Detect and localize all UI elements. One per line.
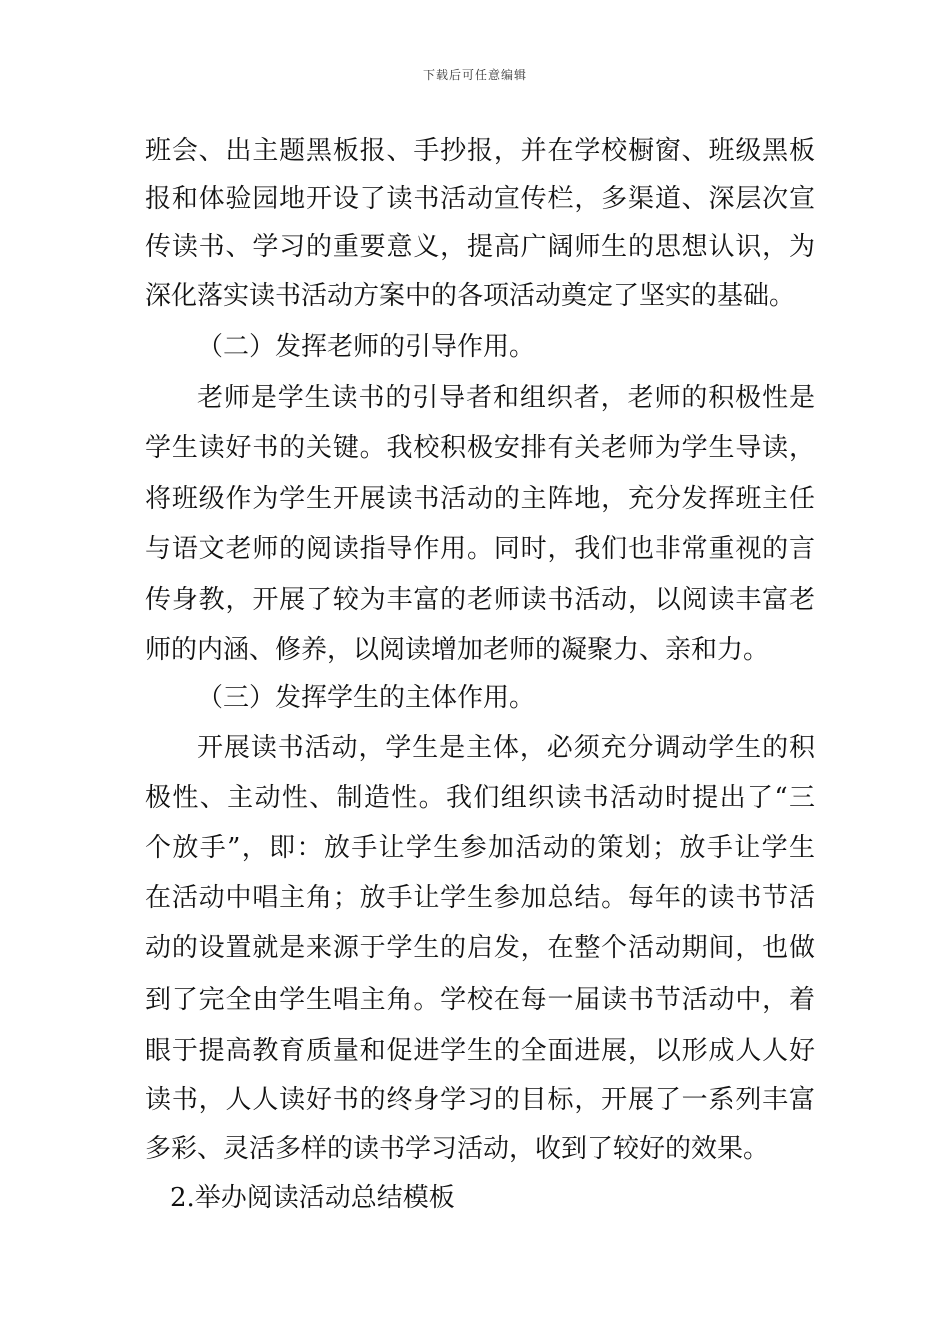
paragraph-line: 眼于提高教育质量和促进学生的全面进展，以形成人人好 bbox=[145, 1036, 815, 1066]
paragraph-line: 师的内涵、修养，以阅读增加老师的凝聚力、亲和力。 bbox=[145, 635, 770, 665]
paragraph-line: 学生读好书的关键。我校积极安排有关老师为学生导读， bbox=[145, 433, 815, 463]
paragraph-line: 与语文老师的阅读指导作用。同时，我们也非常重视的言 bbox=[145, 534, 815, 564]
paragraph-line: 动的设置就是来源于学生的启发，在整个活动期间，也做 bbox=[145, 933, 815, 963]
section-heading: （二）发挥老师的引导作用。 bbox=[197, 332, 536, 362]
paragraph-line: 传读书、学习的重要意义，提高广阔师生的思想认识，为 bbox=[145, 232, 815, 262]
section-heading: （三）发挥学生的主体作用。 bbox=[197, 683, 536, 713]
paragraph-line: 将班级作为学生开展读书活动的主阵地，充分发挥班主任 bbox=[145, 484, 815, 514]
numbered-heading: 2.举办阅读活动总结模板 bbox=[170, 1183, 455, 1213]
paragraph-line: 老师是学生读书的引导者和组织者，老师的积极性是 bbox=[197, 383, 815, 413]
paragraph-line: 读书，人人读好书的终身学习的目标，开展了一系列丰富 bbox=[145, 1085, 815, 1115]
paragraph-line: 在活动中唱主角；放手让学生参加总结。每年的读书节活 bbox=[145, 883, 815, 913]
paragraph-line: 多彩、灵活多样的读书学习活动，收到了较好的效果。 bbox=[145, 1134, 770, 1164]
paragraph-line: 极性、主动性、制造性。我们组织读书活动时提出了“三 bbox=[145, 783, 815, 813]
paragraph-line: 班会、出主题黑板报、手抄报，并在学校橱窗、班级黑板 bbox=[145, 136, 815, 166]
paragraph-line: 深化落实读书活动方案中的各项活动奠定了坚实的基础。 bbox=[145, 281, 796, 311]
page-header: 下载后可任意编辑 bbox=[422, 68, 527, 82]
paragraph-line: 到了完全由学生唱主角。学校在每一届读书节活动中，着 bbox=[145, 985, 815, 1015]
paragraph-line: 传身教，开展了较为丰富的老师读书活动，以阅读丰富老 bbox=[145, 585, 815, 615]
paragraph-line: 开展读书活动，学生是主体，必须充分调动学生的积 bbox=[197, 733, 815, 763]
paragraph-line: 报和体验园地开设了读书活动宣传栏，多渠道、深层次宣 bbox=[145, 184, 815, 214]
paragraph-line: 个放手”，即：放手让学生参加活动的策划；放手让学生 bbox=[145, 833, 815, 863]
